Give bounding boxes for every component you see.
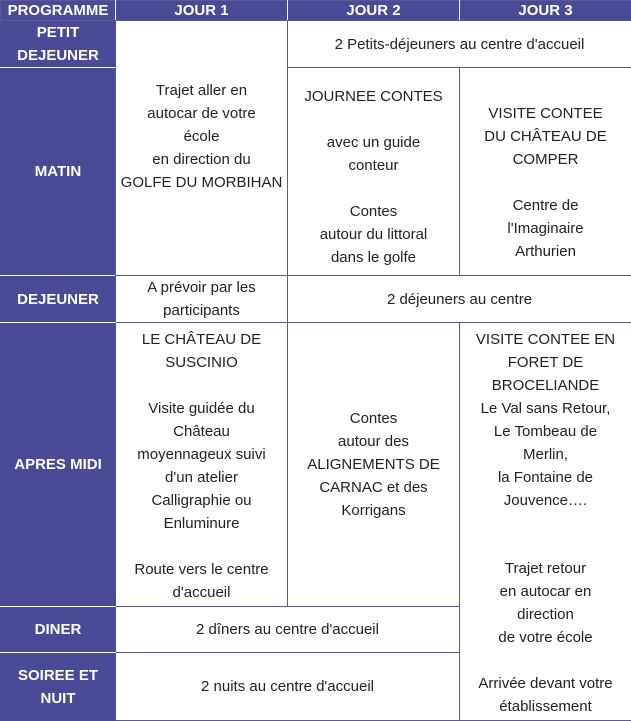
soiree-jour-1-2: 2 nuits au centre d'accueil xyxy=(116,653,460,721)
dejeuner-jour-1: A prévoir par les participants xyxy=(116,276,288,323)
header-row xyxy=(1,1,631,21)
label-diner: DINER xyxy=(1,607,116,653)
apres-midi-jour-3: VISITE CONTEE EN FORET DE BROCELIANDE Le Val sans Retour, Le Tombeau de Merlin, la Fontaine de Jouvence…. Trajet retour en autocar en direction de votre école Arrivée devant votre établissement xyxy=(460,323,631,721)
header-programme: PROGRAMME xyxy=(1,1,116,21)
label-petit-dejeuner: PETIT DEJEUNER xyxy=(1,21,116,68)
row-dejeuner xyxy=(1,276,631,323)
header-jour-2: JOUR 2 xyxy=(288,1,460,21)
petit-dejeuner-jour-2-3: 2 Petits-déjeuners au centre d'accueil xyxy=(288,21,631,68)
dejeuner-jour-2-3: 2 déjeuners au centre xyxy=(288,276,631,323)
header-jour-1: JOUR 1 xyxy=(116,1,288,21)
label-matin: MATIN xyxy=(1,68,116,276)
apres-midi-jour-2: Contes autour des ALIGNEMENTS DE CARNAC et des Korrigans xyxy=(288,323,460,607)
matin-jour-2: JOURNEE CONTES avec un guide conteur Contes autour du littoral dans le golfe xyxy=(288,68,460,276)
label-dejeuner: DEJEUNER xyxy=(1,276,116,323)
label-soiree-nuit: SOIREE ET NUIT xyxy=(1,653,116,721)
diner-jour-1-2: 2 dîners au centre d'accueil xyxy=(116,607,460,653)
row-matin xyxy=(1,68,631,276)
apres-midi-jour-1: LE CHÂTEAU DE SUSCINIO Visite guidée du Château moyennageux suivi d'un atelier Calligraphie ou Enluminure Route vers le centre d'accueil xyxy=(116,323,288,607)
row-petit-dejeuner xyxy=(1,21,631,68)
label-apres-midi: APRES MIDI xyxy=(1,323,116,607)
matin-jour-3: VISITE CONTEE DU CHÂTEAU DE COMPER Centre de l'Imaginaire Arthurien xyxy=(460,68,631,276)
row-apres-midi xyxy=(1,323,631,607)
header-jour-3: JOUR 3 xyxy=(460,1,631,21)
matin-jour-1: Trajet aller en autocar de votre école en direction du GOLFE DU MORBIHAN xyxy=(116,21,288,276)
